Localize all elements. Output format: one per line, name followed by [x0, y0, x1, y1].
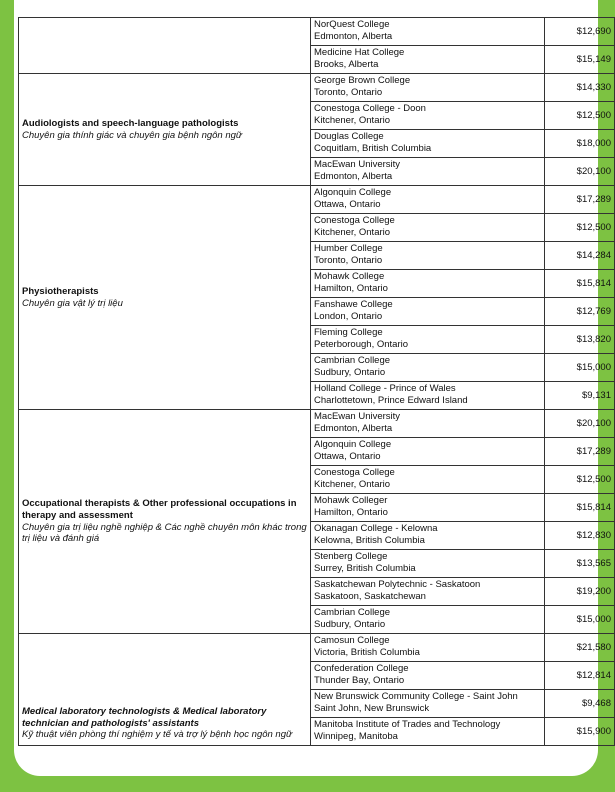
college-location: Peterborough, Ontario: [314, 338, 409, 350]
college-name: Mohawk College: [314, 271, 385, 282]
college-cell: [311, 550, 545, 578]
tuition-amount: $20,100: [545, 158, 615, 186]
college-name: Algonquin College: [314, 187, 392, 198]
table-row: [19, 18, 615, 46]
college-location: Edmonton, Alberta: [314, 170, 393, 182]
college-name: Fleming College: [314, 327, 383, 338]
occupation-cell: [19, 186, 311, 410]
college-name: Saskatchewan Polytechnic - Saskatoon: [314, 579, 481, 590]
college-name: Stenberg College: [314, 551, 388, 562]
college-cell: [311, 382, 545, 410]
college-name: Okanagan College - Kelowna: [314, 523, 438, 534]
college-name: MacEwan University: [314, 159, 401, 170]
college-name: Conestoga College: [314, 215, 395, 226]
college-cell: [311, 466, 545, 494]
tuition-amount: $12,500: [545, 214, 615, 242]
college-location: Sudbury, Ontario: [314, 366, 386, 378]
tuition-amount: $9,131: [545, 382, 615, 410]
college-location: Winnipeg, Manitoba: [314, 730, 398, 742]
college-location: Ottawa, Ontario: [314, 198, 381, 210]
occupation-cell: [19, 634, 311, 746]
college-cell: [311, 662, 545, 690]
college-cell: [311, 578, 545, 606]
tuition-amount: $15,900: [545, 718, 615, 746]
college-name: Holland College - Prince of Wales: [314, 383, 456, 394]
college-location: Saskatoon, Saskatchewan: [314, 590, 426, 602]
college-location: Coquitlam, British Columbia: [314, 142, 432, 154]
document-page: [14, 0, 611, 776]
college-cell: [311, 718, 545, 746]
tuition-amount: $12,814: [545, 662, 615, 690]
college-location: Kitchener, Ontario: [314, 478, 391, 490]
occupation-cell: [19, 74, 311, 186]
college-location: Victoria, British Columbia: [314, 646, 420, 658]
college-location: Ottawa, Ontario: [314, 450, 381, 462]
tuition-amount: $15,000: [545, 354, 615, 382]
college-name: Fanshawe College: [314, 299, 393, 310]
table-row: [19, 410, 615, 438]
table-body: [19, 18, 615, 746]
college-name: Cambrian College: [314, 607, 391, 618]
tuition-amount: $13,565: [545, 550, 615, 578]
tuition-amount: $13,820: [545, 326, 615, 354]
college-location: Hamilton, Ontario: [314, 282, 388, 294]
college-location: Toronto, Ontario: [314, 254, 383, 266]
table-row: [19, 634, 615, 662]
college-location: Brooks, Alberta: [314, 58, 379, 70]
college-location: Thunder Bay, Ontario: [314, 674, 405, 686]
college-name: George Brown College: [314, 75, 411, 86]
college-cell: [311, 186, 545, 214]
college-name: Douglas College: [314, 131, 384, 142]
occupation-title: Audiologists and speech-language pathologists: [22, 117, 239, 129]
college-location: Toronto, Ontario: [314, 86, 383, 98]
college-cell: [311, 270, 545, 298]
college-cell: [311, 158, 545, 186]
occupation-title: Medical laboratory technologists & Medical laboratory technician and pathologists' assistants: [22, 706, 267, 729]
college-name: New Brunswick Community College - Saint John: [314, 691, 518, 702]
college-name: Cambrian College: [314, 355, 391, 366]
college-name: NorQuest College: [314, 19, 390, 30]
college-cell: [311, 46, 545, 74]
college-cell: [311, 326, 545, 354]
college-cell: [311, 522, 545, 550]
college-cell: [311, 438, 545, 466]
college-name: Conestoga College - Doon: [314, 103, 426, 114]
college-name: Algonquin College: [314, 439, 392, 450]
tuition-amount: $12,830: [545, 522, 615, 550]
college-cell: [311, 634, 545, 662]
college-cell: [311, 130, 545, 158]
college-location: Surrey, British Columbia: [314, 562, 416, 574]
college-location: Kitchener, Ontario: [314, 114, 391, 126]
occupation-title: Occupational therapists & Other professional occupations in therapy and assessment: [22, 498, 297, 521]
college-location: Kitchener, Ontario: [314, 226, 391, 238]
table-row: [19, 186, 615, 214]
college-cell: [311, 102, 545, 130]
tuition-amount: $18,000: [545, 130, 615, 158]
college-name: Medicine Hat College: [314, 47, 405, 58]
college-name: Manitoba Institute of Trades and Technology: [314, 719, 501, 730]
college-name: Conestoga College: [314, 467, 395, 478]
college-cell: [311, 242, 545, 270]
tuition-amount: $15,814: [545, 270, 615, 298]
college-name: Humber College: [314, 243, 383, 254]
college-location: Kelowna, British Columbia: [314, 534, 425, 546]
occupation-title-vietnamese: Chuyên gia trị liệu nghề nghiệp & Các nghề chuyên môn khác trong trị liệu và đánh giá: [22, 521, 307, 545]
college-cell: [311, 494, 545, 522]
occupation-title-vietnamese: Chuyên gia vật lý trị liệu: [22, 297, 123, 309]
college-name: Confederation College: [314, 663, 409, 674]
college-location: Charlottetown, Prince Edward Island: [314, 394, 468, 406]
tuition-amount: $12,690: [545, 18, 615, 46]
tuition-amount: $12,769: [545, 298, 615, 326]
tuition-amount: $12,500: [545, 102, 615, 130]
college-location: Edmonton, Alberta: [314, 30, 393, 42]
occupation-cell: [19, 18, 311, 74]
college-location: Saint John, New Brunswick: [314, 702, 430, 714]
college-cell: [311, 410, 545, 438]
college-name: Camosun College: [314, 635, 390, 646]
tuition-amount: $12,500: [545, 466, 615, 494]
tuition-amount: $15,149: [545, 46, 615, 74]
college-location: Edmonton, Alberta: [314, 422, 393, 434]
tuition-amount: $14,284: [545, 242, 615, 270]
college-cell: [311, 214, 545, 242]
tuition-amount: $15,000: [545, 606, 615, 634]
college-cell: [311, 298, 545, 326]
tuition-table: [18, 17, 615, 746]
college-cell: [311, 18, 545, 46]
tuition-amount: $19,200: [545, 578, 615, 606]
occupation-cell: [19, 410, 311, 634]
tuition-amount: $15,814: [545, 494, 615, 522]
college-location: Hamilton, Ontario: [314, 506, 388, 518]
tuition-amount: $17,289: [545, 438, 615, 466]
college-name: MacEwan University: [314, 411, 401, 422]
occupation-title-vietnamese: Kỹ thuật viên phòng thí nghiệm y tế và trợ lý bệnh học ngôn ngữ: [22, 729, 293, 741]
occupation-title-vietnamese: Chuyên gia thính giác và chuyên gia bệnh ngôn ngữ: [22, 129, 242, 141]
table-row: [19, 74, 615, 102]
college-location: Sudbury, Ontario: [314, 618, 386, 630]
tuition-amount: $14,330: [545, 74, 615, 102]
tuition-amount: $9,468: [545, 690, 615, 718]
occupation-title: Physiotherapists: [22, 285, 99, 297]
college-location: London, Ontario: [314, 310, 383, 322]
tuition-amount: $17,289: [545, 186, 615, 214]
college-cell: [311, 606, 545, 634]
tuition-amount: $21,580: [545, 634, 615, 662]
college-cell: [311, 74, 545, 102]
college-cell: [311, 690, 545, 718]
college-name: Mohawk Colleger: [314, 495, 388, 506]
tuition-amount: $20,100: [545, 410, 615, 438]
college-cell: [311, 354, 545, 382]
